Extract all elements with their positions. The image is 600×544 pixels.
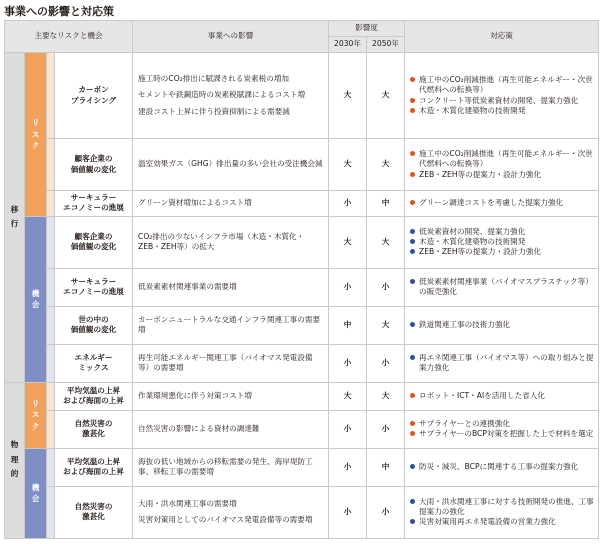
response-list <box>409 353 594 374</box>
table-row <box>5 382 599 410</box>
category-opportunity-band <box>25 448 47 538</box>
category-physical <box>5 382 25 538</box>
item-name-line: プライシング <box>71 95 116 105</box>
impact-cell <box>133 306 329 344</box>
response-item <box>409 419 594 429</box>
response-text: サプライヤーとの連携強化 <box>419 418 510 428</box>
item-name-line: 価値観の変化 <box>70 325 117 334</box>
response-text: 施工中のCO₂削減推進（再生可能エネルギー・次世代燃料への転換等） <box>419 149 593 169</box>
response-cell <box>405 448 599 486</box>
impact-text: グリーン資材増加によるコスト増 <box>138 198 252 208</box>
response-text: ZEB・ZEH等の提案力・設計力強化 <box>419 247 542 257</box>
category-opportunity-band <box>25 216 47 382</box>
item-name-line: 世の中の <box>78 314 109 324</box>
response-list <box>409 391 594 401</box>
response-cell <box>405 268 599 306</box>
response-list <box>409 227 594 258</box>
category-risk-band-char: ス <box>31 129 40 139</box>
table-row <box>5 268 599 306</box>
impact-text: 海抜の低い地域からの移転需要の発生、海岸堤防工事、移転工事の需要増 <box>138 456 313 476</box>
bullet-dot-icon <box>410 464 415 469</box>
response-item <box>409 517 594 527</box>
item-name-line: および海面の上昇 <box>63 396 124 405</box>
response-text: 木造・木質化建築物の技術開発 <box>419 105 526 115</box>
item-name <box>55 344 133 382</box>
degree-2050: 大 <box>367 139 405 191</box>
response-item <box>409 75 594 96</box>
table-row <box>5 448 599 486</box>
degree-2030: 中 <box>329 306 367 344</box>
item-name-line: 顧客企業の <box>74 231 113 241</box>
item-name <box>55 139 133 191</box>
impact-text: 低炭素素材関連事業の需要増 <box>138 281 237 291</box>
response-item <box>409 320 594 330</box>
category-strip <box>47 53 55 139</box>
category-risk-band-char: ス <box>31 410 40 420</box>
response-list <box>409 320 594 330</box>
response-item <box>409 198 594 208</box>
response-list <box>409 419 594 440</box>
impact-text: 施工時のCO₂排出に賦課される炭素税の増加 <box>138 74 290 84</box>
response-text: コンクリート等低炭素資材の開発、提案力強化 <box>419 95 579 105</box>
degree-2030: 大 <box>329 382 367 410</box>
item-name <box>55 268 133 306</box>
response-text: 施工中のCO₂削減推進（再生可能エネルギー・次世代燃料への転換等） <box>419 75 593 95</box>
item-name <box>55 53 133 139</box>
degree-2050: 大 <box>367 53 405 139</box>
category-strip <box>47 268 55 306</box>
header-2030: 2030年 <box>329 37 367 53</box>
response-item <box>409 391 594 401</box>
item-name-line: 自然災害の <box>74 418 113 428</box>
impact-text: セメントや鉄鋼造時の炭素税賦課によるコスト増 <box>138 90 306 100</box>
item-name <box>55 216 133 268</box>
item-name <box>55 191 133 217</box>
item-name-line: および海面の上昇 <box>63 467 124 476</box>
bullet-dot-icon <box>410 499 415 504</box>
header-risk-opportunity: 主要なリスクと機会 <box>5 21 133 53</box>
bullet-dot-icon <box>410 393 415 398</box>
degree-2030: 大 <box>329 53 367 139</box>
bullet-dot-icon <box>410 239 415 244</box>
category-strip <box>47 344 55 382</box>
category-strip <box>47 382 55 410</box>
header-response: 対応策 <box>405 21 599 53</box>
response-cell <box>405 382 599 410</box>
response-item <box>409 247 594 257</box>
impact-text: 作業環境悪化に伴う対策コスト増 <box>138 390 252 400</box>
table-row <box>5 216 599 268</box>
page-title: 事業への影響と対応策 <box>4 5 114 18</box>
item-name-line: 平均気温の上昇 <box>66 456 121 466</box>
table-body <box>5 53 599 539</box>
impact-cell <box>133 191 329 217</box>
impact-text: 自然災害の影響による資材の調達難 <box>138 423 260 433</box>
response-item <box>409 170 594 180</box>
response-cell <box>405 306 599 344</box>
response-item <box>409 106 594 116</box>
response-text: 防災・減災、BCPに関連する工事の提案力強化 <box>419 461 579 471</box>
category-risk-band-char: リ <box>31 398 40 408</box>
degree-2050: 小 <box>367 268 405 306</box>
response-item <box>409 227 594 237</box>
table-row <box>5 410 599 448</box>
response-cell <box>405 486 599 538</box>
response-item <box>409 429 594 439</box>
category-strip <box>47 139 55 191</box>
impact-text: 再生可能エネルギー関連工事（バイオマス発電設備等）の需要増 <box>138 352 313 372</box>
category-physical-char: 物 <box>10 440 19 450</box>
response-item <box>409 497 594 518</box>
impact-text: 建設コスト上昇に伴う投資抑制による需要減 <box>138 106 290 116</box>
response-text: 鉄道関連工事の技術力強化 <box>419 319 511 329</box>
item-name-line: ミックス <box>78 363 109 372</box>
response-item <box>409 96 594 106</box>
item-name-line: エネルギー <box>74 352 113 362</box>
item-name-line: 価値観の変化 <box>70 164 117 174</box>
category-physical-char: 理 <box>10 454 19 464</box>
item-name-line: エコノミーの進展 <box>63 203 124 213</box>
item-name-line: 激甚化 <box>82 429 105 438</box>
response-list <box>409 277 594 298</box>
degree-2030: 大 <box>329 216 367 268</box>
response-list <box>409 497 594 528</box>
table-row <box>5 344 599 382</box>
category-strip <box>47 448 55 486</box>
category-risk-band-char: ク <box>31 140 40 150</box>
category-physical-char: 的 <box>10 469 19 479</box>
bullet-dot-icon <box>410 421 415 426</box>
table-row <box>5 53 599 139</box>
degree-2050: 中 <box>367 448 405 486</box>
item-name-line: 激甚化 <box>82 512 105 521</box>
impact-cell <box>133 448 329 486</box>
category-opportunity-band-char: 会 <box>31 300 40 309</box>
header-degree: 影響度 <box>329 21 405 37</box>
response-cell <box>405 53 599 139</box>
impact-cell <box>133 53 329 139</box>
impact-text: CO₂排出の少ないインフラ市場（木造・木質化・ZEB・ZEH等）の拡大 <box>138 231 305 251</box>
item-name-line: 価値観の変化 <box>70 242 117 251</box>
degree-2050: 中 <box>367 191 405 217</box>
category-opportunity-band-char: 機 <box>31 482 40 492</box>
category-risk-band <box>25 53 47 217</box>
degree-2030: 小 <box>329 268 367 306</box>
bullet-dot-icon <box>410 172 415 177</box>
response-text: 低炭素資材の開発、提案力強化 <box>419 226 526 236</box>
item-name <box>55 382 133 410</box>
degree-2030: 小 <box>329 344 367 382</box>
response-item <box>409 149 594 170</box>
category-transition-char: 行 <box>10 219 19 229</box>
response-item <box>409 277 594 298</box>
item-name-line: 自然災害の <box>74 501 113 511</box>
impact-cell <box>133 410 329 448</box>
table-row <box>5 191 599 217</box>
item-name <box>55 306 133 344</box>
degree-2050: 大 <box>367 216 405 268</box>
response-text: 災害対策用再エネ発電設備の営業力強化 <box>419 517 556 527</box>
impact-text: 災害対策用としてのバイオマス発電設備等の需要増 <box>138 515 313 524</box>
header-impact: 事業への影響 <box>133 21 329 53</box>
bullet-dot-icon <box>410 229 415 234</box>
bullet-dot-icon <box>410 98 415 103</box>
category-strip <box>47 486 55 538</box>
response-text: サプライヤーのBCP対策を把握した上で材料を選定 <box>419 429 594 438</box>
degree-2030: 小 <box>329 448 367 486</box>
category-strip <box>47 306 55 344</box>
item-name-line: サーキュラー <box>70 276 117 286</box>
category-risk-band-char: リ <box>31 118 40 128</box>
table-row <box>5 306 599 344</box>
response-text: 再エネ関連工事（バイオマス等）への取り組みと提案力強化 <box>419 352 594 372</box>
table-row <box>5 139 599 191</box>
degree-2030: 小 <box>329 486 367 538</box>
response-text: グリーン調達コストを考慮した提案力強化 <box>419 198 564 208</box>
degree-2050: 大 <box>367 306 405 344</box>
response-cell <box>405 191 599 217</box>
bullet-dot-icon <box>410 322 415 327</box>
response-cell <box>405 410 599 448</box>
response-text: 低炭素素材関連事業（バイオマスプラスチック等）の販売強化 <box>419 276 593 296</box>
impact-cell <box>133 268 329 306</box>
bullet-dot-icon <box>410 355 415 360</box>
category-transition <box>5 53 25 383</box>
response-list <box>409 75 594 116</box>
bullet-dot-icon <box>410 77 415 82</box>
category-strip <box>47 410 55 448</box>
bullet-dot-icon <box>410 108 415 113</box>
category-transition-char: 移 <box>10 204 19 214</box>
degree-2050: 小 <box>367 344 405 382</box>
item-name <box>55 486 133 538</box>
item-name-line: サーキュラー <box>70 193 117 202</box>
item-name-line: 平均気温の上昇 <box>66 385 121 395</box>
item-name-line: エコノミーの進展 <box>63 287 124 296</box>
impact-text: 温室効果ガス（GHG）排出量の多い会社の受注機会減 <box>138 159 323 169</box>
category-risk-band <box>25 382 47 448</box>
response-item <box>409 237 594 247</box>
category-opportunity-band-char: 機 <box>31 288 40 298</box>
response-text: 木造・木質化建築物の技術開発 <box>419 236 526 246</box>
impact-cell <box>133 216 329 268</box>
response-item <box>409 462 594 472</box>
response-list <box>409 198 594 208</box>
degree-2030: 大 <box>329 139 367 191</box>
bullet-dot-icon <box>410 200 415 205</box>
impact-cell <box>133 382 329 410</box>
bullet-dot-icon <box>410 519 415 524</box>
impact-cell <box>133 486 329 538</box>
response-cell <box>405 139 599 191</box>
degree-2030: 小 <box>329 410 367 448</box>
response-list <box>409 462 594 472</box>
degree-2030: 小 <box>329 191 367 217</box>
item-name <box>55 410 133 448</box>
response-cell <box>405 344 599 382</box>
impact-text: カーボンニュートラルな交通インフラ関連工事の需要増 <box>138 314 321 334</box>
response-cell <box>405 216 599 268</box>
item-name-line: カーボン <box>78 85 109 95</box>
impact-cell <box>133 139 329 191</box>
response-text: ロボット・ICT・AIを活用した省人化 <box>419 390 545 400</box>
category-strip <box>47 216 55 268</box>
item-name-line: 顧客企業の <box>74 154 113 164</box>
category-opportunity-band-char: 会 <box>31 494 40 503</box>
degree-2050: 小 <box>367 486 405 538</box>
bullet-dot-icon <box>410 249 415 254</box>
item-name <box>55 448 133 486</box>
header-2050: 2050年 <box>367 37 405 53</box>
response-text: 大雨・洪水関連工事に対する技術開発の推進、工事提案力の強化 <box>419 496 594 516</box>
response-item <box>409 353 594 374</box>
impact-cell <box>133 344 329 382</box>
category-strip <box>47 191 55 217</box>
bullet-dot-icon <box>410 151 415 156</box>
category-risk-band-char: ク <box>31 421 40 431</box>
table-row <box>5 486 599 538</box>
degree-2050: 大 <box>367 382 405 410</box>
bullet-dot-icon <box>410 431 415 436</box>
impact-text: 大雨・洪水関連工事の需要増 <box>138 498 237 508</box>
response-text: ZEB・ZEH等の提案力・設計力強化 <box>419 169 542 179</box>
degree-2050: 小 <box>367 410 405 448</box>
risk-opportunity-table <box>4 20 599 539</box>
bullet-dot-icon <box>410 279 415 284</box>
response-list <box>409 149 594 180</box>
